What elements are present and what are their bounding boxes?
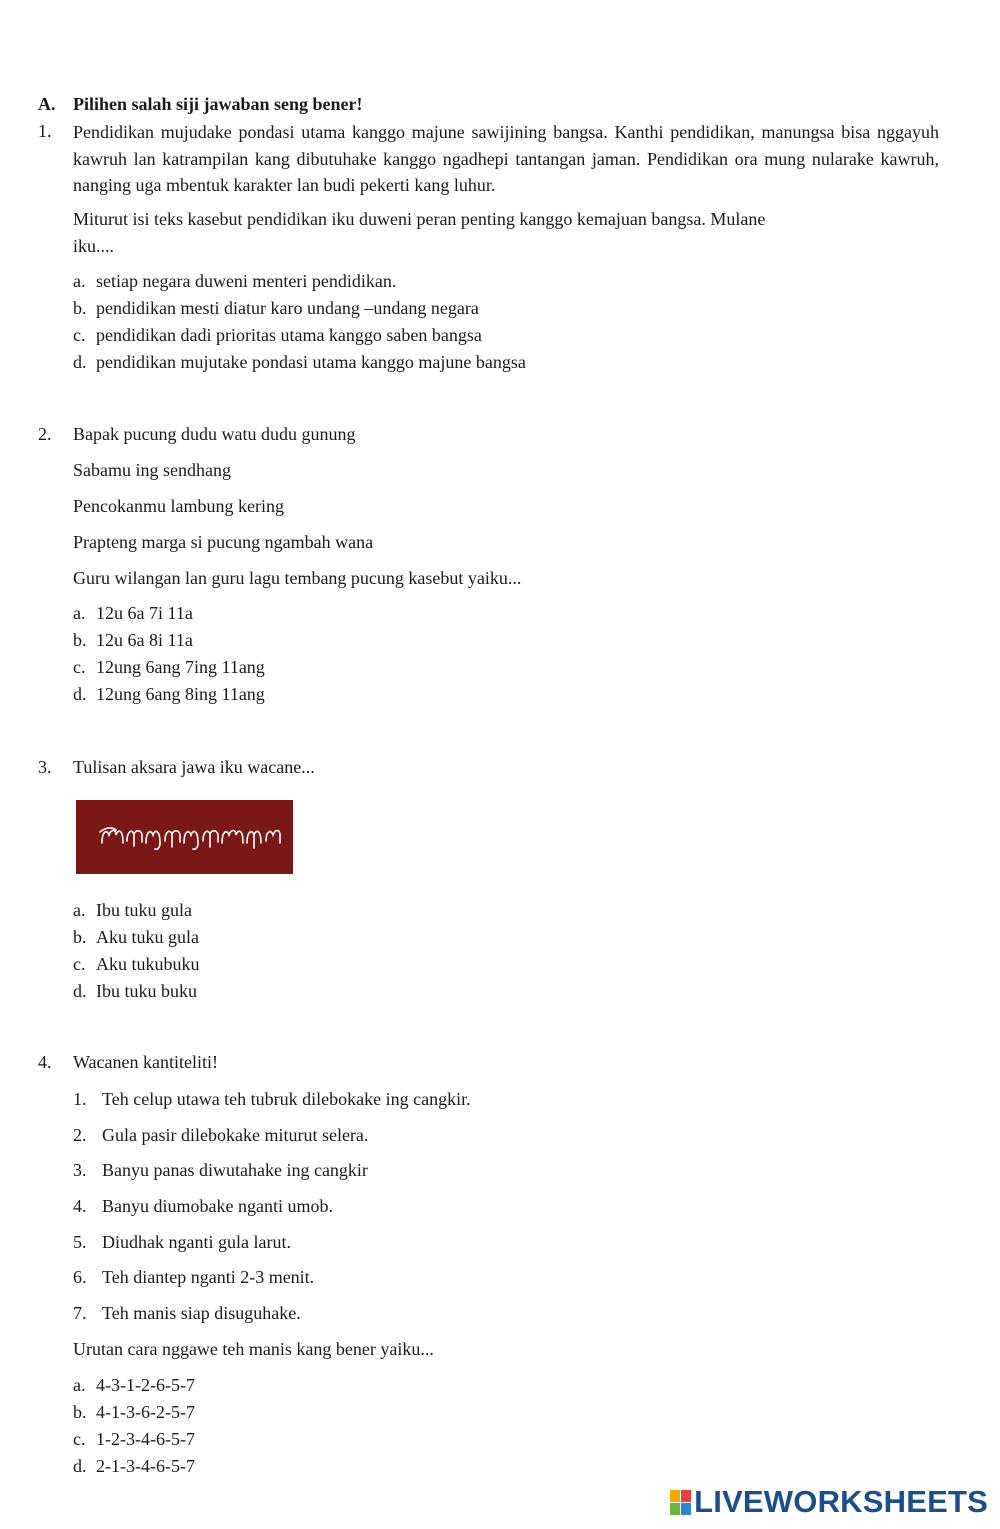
q2-option-d[interactable]: d. 12ung 6ang 8ing 11ang bbox=[73, 684, 265, 704]
q3-option-c[interactable]: c. Aku tukubuku bbox=[73, 954, 200, 974]
q1-option-a[interactable]: a. setiap negara duweni menteri pendidikan. bbox=[73, 271, 397, 291]
q2-verse-line-2: Sabamu ing sendhang bbox=[73, 460, 231, 480]
q4-step-4: 4. Banyu diumobake nganti umob. bbox=[73, 1196, 333, 1216]
q3-option-a[interactable]: a. Ibu tuku gula bbox=[73, 900, 192, 920]
q4-option-c[interactable]: c. 1-2-3-4-6-5-7 bbox=[73, 1429, 195, 1449]
q1-option-d[interactable]: d. pendidikan mujutake pondasi utama kanggo majune bangsa bbox=[73, 352, 526, 372]
q4-option-a[interactable]: a. 4-3-1-2-6-5-7 bbox=[73, 1375, 195, 1395]
q1-question-line1: Miturut isi teks kasebut pendidikan iku duweni peran penting kanggo kemajuan bangsa. Mulane bbox=[73, 209, 766, 229]
q4-option-b[interactable]: b. 4-1-3-6-2-5-7 bbox=[73, 1402, 195, 1422]
section-label: A. bbox=[38, 94, 56, 114]
q4-step-5: 5. Diudhak nganti gula larut. bbox=[73, 1232, 291, 1252]
q4-step-1: 1. Teh celup utawa teh tubruk dilebokake ing cangkir. bbox=[73, 1089, 471, 1109]
liveworksheets-logo-icon bbox=[670, 1490, 691, 1515]
q4-number: 4. bbox=[38, 1052, 52, 1072]
q2-number: 2. bbox=[38, 424, 52, 444]
q4-option-d[interactable]: d. 2-1-3-4-6-5-7 bbox=[73, 1456, 195, 1476]
q2-verse-line-1: Bapak pucung dudu watu dudu gunung bbox=[73, 424, 356, 444]
q2-option-b[interactable]: b. 12u 6a 8i 11a bbox=[73, 630, 193, 650]
q2-option-a[interactable]: a. 12u 6a 7i 11a bbox=[73, 603, 193, 623]
q4-instruction: Wacanen kantiteliti! bbox=[73, 1052, 218, 1072]
section-title: Pilihen salah siji jawaban seng bener! bbox=[73, 94, 363, 114]
q4-step-6: 6. Teh diantep nganti 2-3 menit. bbox=[73, 1267, 315, 1287]
q1-passage: Pendidikan mujudake pondasi utama kanggo majune sawijining bangsa. Kanthi pendidikan, manungsa bisa nggayuh kawruh lan katrampilan kang dibutuhake kanggo ngadhepi tantangan jaman. Pendidikan ora mung nularake kawruh, nanging uga mbentuk karakter lan budi pekerti kang luhur. bbox=[73, 122, 939, 195]
javanese-script-glyphs bbox=[76, 800, 293, 874]
q4-step-3: 3. Banyu panas diwutahake ing cangkir bbox=[73, 1160, 368, 1180]
q2-option-c[interactable]: c. 12ung 6ang 7ing 11ang bbox=[73, 657, 265, 677]
liveworksheets-logo[interactable] bbox=[670, 1484, 988, 1520]
q3-question: Tulisan aksara jawa iku wacane... bbox=[73, 757, 315, 777]
q3-option-d[interactable]: d. Ibu tuku buku bbox=[73, 981, 197, 1001]
javanese-script-image bbox=[76, 800, 293, 874]
q3-number: 3. bbox=[38, 757, 52, 777]
liveworksheets-logo-text: LIVEWORKSHEETS bbox=[694, 1484, 988, 1519]
section-heading bbox=[38, 94, 363, 115]
q1-option-c[interactable]: c. pendidikan dadi prioritas utama kanggo saben bangsa bbox=[73, 325, 482, 345]
q1-question-line2: iku.... bbox=[73, 236, 115, 256]
q4-step-7: 7. Teh manis siap disuguhake. bbox=[73, 1303, 301, 1323]
q2-question: Guru wilangan lan guru lagu tembang pucung kasebut yaiku... bbox=[73, 568, 522, 588]
q3-option-b[interactable]: b. Aku tuku gula bbox=[73, 927, 199, 947]
q4-step-2: 2. Gula pasir dilebokake miturut selera. bbox=[73, 1125, 369, 1145]
q1-option-b[interactable]: b. pendidikan mesti diatur karo undang –undang negara bbox=[73, 298, 479, 318]
q2-verse-line-4: Prapteng marga si pucung ngambah wana bbox=[73, 532, 374, 552]
q1-number: 1. bbox=[38, 121, 52, 141]
q4-question: Urutan cara nggawe teh manis kang bener yaiku... bbox=[73, 1339, 434, 1359]
q2-verse-line-3: Pencokanmu lambung kering bbox=[73, 496, 284, 516]
